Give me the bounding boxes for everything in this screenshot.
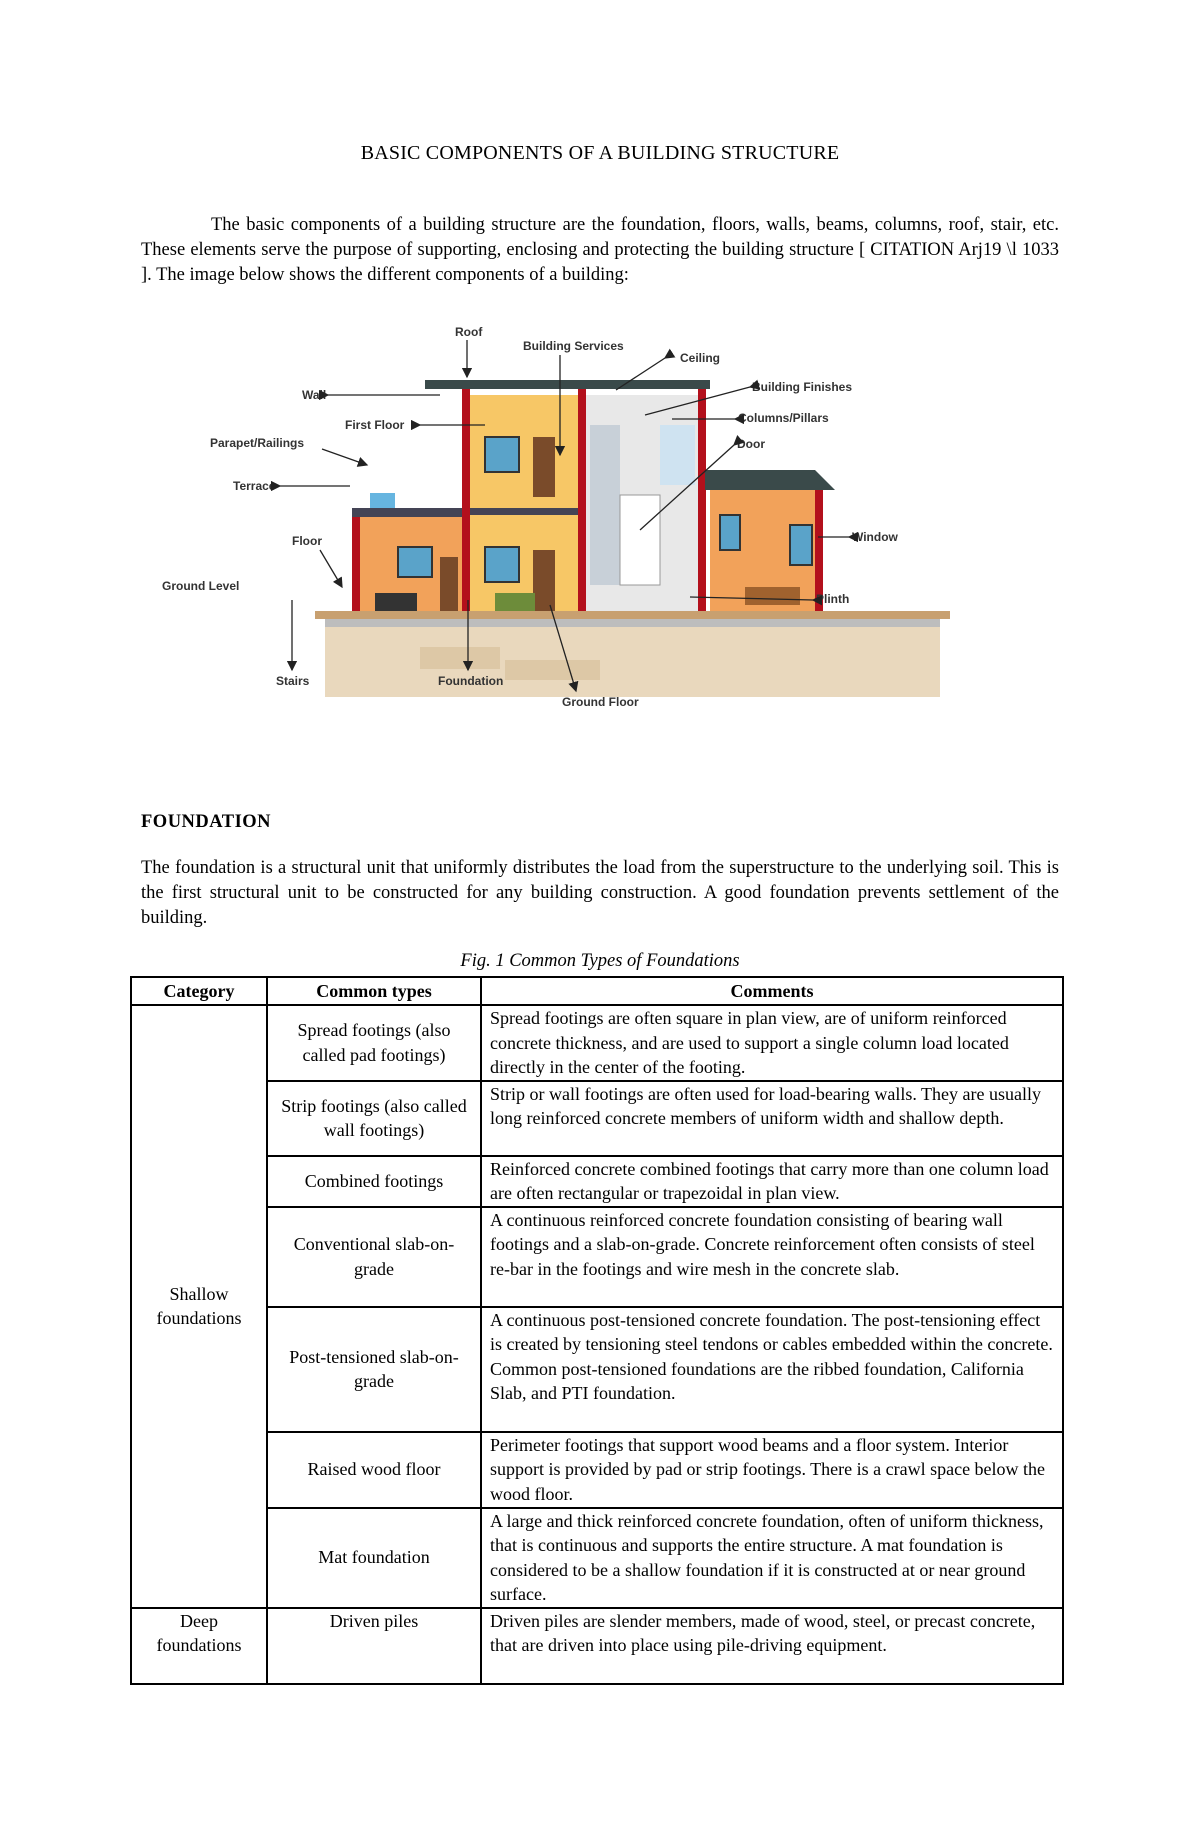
category-deep: Deep foundations	[131, 1608, 267, 1684]
table-row	[131, 1432, 1063, 1508]
header-comments: Comments	[481, 977, 1063, 1005]
page-title: BASIC COMPONENTS OF A BUILDING STRUCTURE	[360, 142, 840, 164]
comment-cell: A continuous post-tensioned concrete foundation. The post-tensioning effect is created by tensioning steel tendons or cables embedded within the concrete. Common post-tensioned foundations are the ribbed foundation, California Slab, and PTI foundation.	[481, 1307, 1063, 1432]
label-ground-level: Ground Level	[162, 579, 240, 593]
table-row	[131, 1608, 1063, 1684]
header-category: Category	[131, 977, 267, 1005]
table-row	[131, 1156, 1063, 1207]
label-ceiling: Ceiling	[680, 351, 721, 365]
comment-cell: A large and thick reinforced concrete foundation, often of uniform thickness, that is continuous and supports the entire structure. A mat foundation is considered to be a shallow foundation if it is constructed at or near ground surface.	[481, 1508, 1063, 1608]
foundation-types-table	[130, 976, 1064, 1685]
type-cell: Driven piles	[267, 1608, 481, 1684]
header-common-types: Common types	[267, 977, 481, 1005]
table-caption: Fig. 1 Common Types of Foundations	[460, 951, 740, 971]
foundation-block	[325, 625, 940, 697]
comment-cell: Reinforced concrete combined footings that carry more than one column load are often rectangular or trapezoidal in plan view.	[481, 1156, 1063, 1207]
label-first-floor: First Floor	[345, 418, 405, 432]
building-diagram	[162, 325, 1000, 770]
type-cell: Combined footings	[267, 1156, 481, 1207]
label-ground-floor: Ground Floor	[562, 695, 639, 709]
comment-cell: A continuous reinforced concrete foundation consisting of bearing wall footings and a slab-on-grade. Concrete reinforcement often consists of steel re-bar in the footings and wire mesh in the concrete slab.	[481, 1207, 1063, 1307]
intro-paragraph: The basic components of a building structure are the foundation, floors, walls, beams, columns, roof, stair, etc. These elements serve the purpose of supporting, enclosing and protecting the building structure [ CITATION Arj19 \l 1033 ]. The image below shows the different components of a building:	[141, 215, 1059, 285]
type-cell: Mat foundation	[267, 1508, 481, 1608]
label-building-finishes: Building Finishes	[752, 380, 853, 394]
label-floor: Floor	[292, 534, 322, 548]
label-building-services: Building Services	[523, 339, 624, 353]
table-row	[131, 1307, 1063, 1432]
table-row	[131, 1005, 1063, 1081]
type-cell: Post-tensioned slab-on-grade	[267, 1307, 481, 1432]
label-terrace: Terrace	[233, 479, 276, 493]
type-cell: Spread footings (also called pad footings)	[267, 1005, 481, 1081]
label-wall: Wall	[302, 388, 327, 402]
center-block-upper	[465, 395, 585, 508]
floor-deck	[315, 611, 950, 619]
foundation-heading: FOUNDATION	[141, 812, 272, 832]
table-row	[131, 1081, 1063, 1156]
label-window: Window	[852, 530, 898, 544]
comment-cell: Driven piles are slender members, made of wood, steel, or precast concrete, that are driven into place using pile-driving equipment.	[481, 1608, 1063, 1684]
type-cell: Strip footings (also called wall footings)	[267, 1081, 481, 1156]
comment-cell: Strip or wall footings are often used for load-bearing walls. They are usually long reinforced concrete members of uniform width and shallow depth.	[481, 1081, 1063, 1156]
label-stairs: Stairs	[276, 674, 310, 688]
label-columns: Columns/Pillars	[738, 411, 829, 425]
label-plinth: Plinth	[816, 592, 850, 606]
table-row	[131, 1508, 1063, 1608]
type-cell: Conventional slab-on-grade	[267, 1207, 481, 1307]
roof	[425, 380, 710, 389]
comment-cell: Perimeter footings that support wood beams and a floor system. Interior support is provided by pad or strip footings. There is a crawl space below the wood floor.	[481, 1432, 1063, 1508]
label-parapet: Parapet/Railings	[210, 436, 305, 450]
type-cell: Raised wood floor	[267, 1432, 481, 1508]
foundation-paragraph: The foundation is a structural unit that uniformly distributes the load from the superstructure to the underlying soil. This is the first structural unit to be constructed for any building construction. A good foundation prevents settlement of the building.	[141, 858, 1059, 928]
category-shallow: Shallow foundations	[131, 1005, 267, 1608]
label-roof: Roof	[455, 325, 483, 339]
table-row	[131, 1207, 1063, 1307]
comment-cell: Spread footings are often square in plan view, are of uniform reinforced concrete thickness, and are used to support a single column load located directly in the center of the footing.	[481, 1005, 1063, 1081]
table-header-row	[131, 977, 1063, 1005]
label-foundation: Foundation	[438, 674, 504, 688]
label-door: Door	[737, 437, 765, 451]
